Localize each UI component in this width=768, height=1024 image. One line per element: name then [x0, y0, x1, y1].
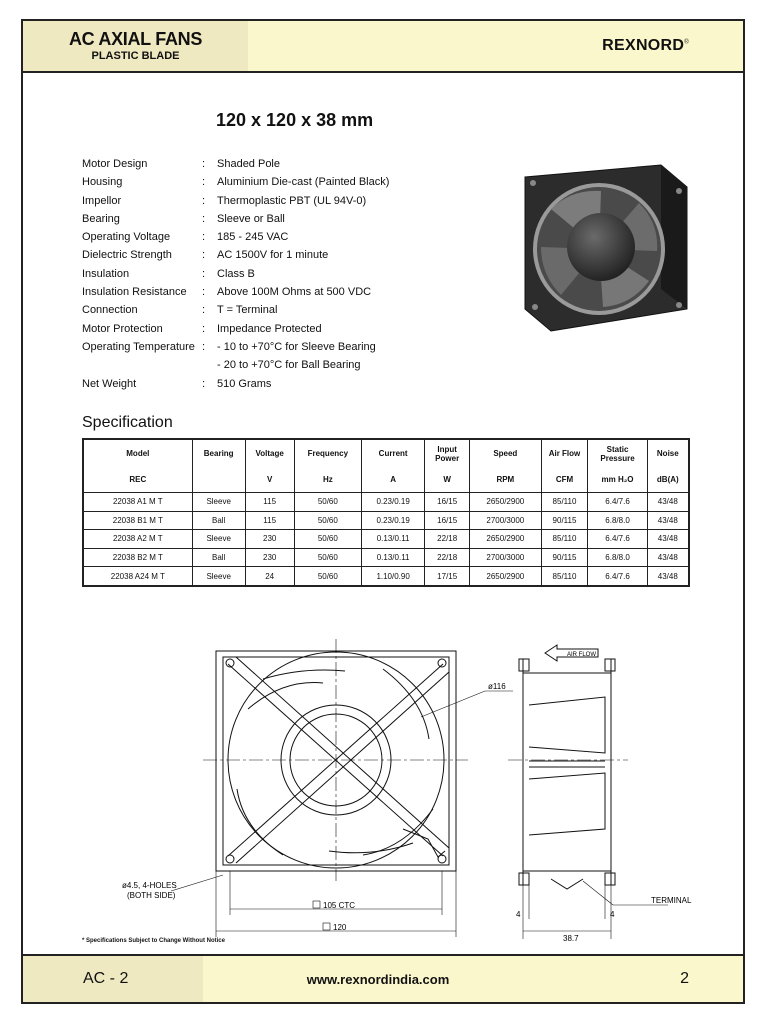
- table-cell: 230: [245, 548, 294, 567]
- table-cell: 115: [245, 493, 294, 512]
- unit-header: mm H₂O: [588, 467, 647, 493]
- table-cell: 2700/3000: [470, 548, 541, 567]
- specification-table: [82, 438, 690, 587]
- brand-mark: ®: [684, 39, 689, 46]
- column-header: Static Pressure: [588, 439, 647, 467]
- table-cell: 22038 B2 M T: [83, 548, 192, 567]
- unit-header: [192, 467, 245, 493]
- table-cell: 85/110: [541, 493, 588, 512]
- property-value: Impedance Protected: [217, 322, 322, 335]
- flange-label: 4: [516, 910, 521, 919]
- header-title-block: [23, 21, 248, 71]
- property-label: Housing: [82, 176, 123, 189]
- table-cell: 6.8/8.0: [588, 548, 647, 567]
- table-cell: 50/60: [294, 548, 361, 567]
- table-row: [83, 493, 689, 512]
- property-colon: :: [202, 322, 206, 335]
- table-cell: 0.13/0.11: [362, 548, 425, 567]
- table-cell: 43/48: [647, 511, 689, 530]
- property-colon: :: [202, 267, 206, 280]
- table-cell: 6.4/7.6: [588, 530, 647, 549]
- property-colon: :: [202, 212, 206, 225]
- page-number: 2: [680, 970, 689, 987]
- table-cell: 2650/2900: [470, 530, 541, 549]
- table-row: [83, 548, 689, 567]
- property-value: Shaded Pole: [217, 158, 280, 170]
- property-colon: :: [202, 158, 206, 170]
- property-label: Insulation: [82, 267, 130, 280]
- table-cell: 230: [245, 530, 294, 549]
- unit-header: V: [245, 467, 294, 493]
- unit-header: Hz: [294, 467, 361, 493]
- table-row: [83, 567, 689, 586]
- table-cell: 16/15: [425, 511, 470, 530]
- table-cell: 6.4/7.6: [588, 567, 647, 586]
- table-cell: Ball: [192, 548, 245, 567]
- column-header: Speed: [470, 439, 541, 467]
- table-cell: 0.23/0.19: [362, 493, 425, 512]
- property-label: Connection: [82, 304, 138, 317]
- table-cell: Sleeve: [192, 567, 245, 586]
- table-cell: 22/18: [425, 548, 470, 567]
- table-cell: 6.4/7.6: [588, 493, 647, 512]
- column-header: Current: [362, 439, 425, 467]
- table-cell: 2700/3000: [470, 511, 541, 530]
- table-cell: 22/18: [425, 530, 470, 549]
- page-footer: [23, 954, 743, 1002]
- column-header: Bearing: [192, 439, 245, 467]
- property-colon: :: [202, 176, 206, 189]
- table-cell: 43/48: [647, 530, 689, 549]
- property-colon: :: [202, 286, 206, 299]
- property-label: Bearing: [82, 212, 120, 225]
- property-value: T = Terminal: [217, 304, 278, 317]
- property-value: Above 100M Ohms at 500 VDC: [217, 286, 372, 299]
- table-cell: 0.23/0.19: [362, 511, 425, 530]
- property-value: AC 1500V for 1 minute: [217, 249, 329, 262]
- column-header: Input Power: [425, 439, 470, 467]
- footer-code: AC - 2: [83, 970, 129, 987]
- table-cell: 50/60: [294, 530, 361, 549]
- brand-logo: [602, 37, 689, 55]
- table-cell: 50/60: [294, 511, 361, 530]
- table-cell: 2650/2900: [470, 567, 541, 586]
- airflow-label: AIR FLOW: [567, 652, 597, 658]
- table-cell: 90/115: [541, 548, 588, 567]
- table-cell: 24: [245, 567, 294, 586]
- property-label: Motor Design: [82, 158, 148, 170]
- table-cell: 6.8/8.0: [588, 511, 647, 530]
- flange-label: 4: [610, 910, 615, 919]
- table-cell: 22038 B1 M T: [83, 511, 192, 530]
- specification-title: Specification: [82, 414, 173, 431]
- terminal-label: TERMINAL: [651, 896, 692, 905]
- property-value: 185 - 245 VAC: [217, 231, 289, 244]
- table-row: [83, 511, 689, 530]
- property-colon: :: [202, 377, 206, 390]
- header-subtitle: PLASTIC BLADE: [91, 50, 180, 62]
- table-units-row: [83, 467, 689, 493]
- brand-name: REXNORD: [602, 37, 685, 54]
- property-label: Net Weight: [82, 377, 137, 390]
- table-cell: 2650/2900: [470, 493, 541, 512]
- table-cell: 85/110: [541, 567, 588, 586]
- square-symbol: [313, 901, 320, 908]
- diameter-label: ø116: [488, 682, 506, 691]
- table-cell: 43/48: [647, 493, 689, 512]
- property-colon: :: [202, 231, 206, 244]
- unit-header: A: [362, 467, 425, 493]
- footnote: * Specifications Subject to Change Without Notice: [82, 938, 225, 944]
- table-header-row: [83, 439, 689, 467]
- property-label: Dielectric Strength: [82, 249, 172, 262]
- property-label: Operating Temperature: [82, 340, 195, 353]
- footer-url[interactable]: www.rexnordindia.com: [306, 972, 450, 987]
- table-cell: 115: [245, 511, 294, 530]
- table-cell: 50/60: [294, 493, 361, 512]
- table-cell: 85/110: [541, 530, 588, 549]
- table-cell: 22038 A24 M T: [83, 567, 192, 586]
- property-value: - 10 to +70°C for Sleeve Bearing: [217, 340, 376, 353]
- holes-sublabel: (BOTH SIDE): [127, 891, 176, 900]
- table-cell: 90/115: [541, 511, 588, 530]
- table-cell: Sleeve: [192, 493, 245, 512]
- column-header: Model: [83, 439, 192, 467]
- table-cell: 50/60: [294, 567, 361, 586]
- ctc-label: 105 CTC: [323, 901, 356, 910]
- property-colon: :: [202, 304, 206, 317]
- property-value: - 20 to +70°C for Ball Bearing: [217, 359, 361, 372]
- table-row: [83, 530, 689, 549]
- header-title: AC AXIAL FANS: [68, 29, 203, 49]
- holes-label: ø4.5, 4-HOLES: [122, 881, 177, 890]
- column-header: Frequency: [294, 439, 361, 467]
- table-cell: 16/15: [425, 493, 470, 512]
- property-colon: :: [202, 249, 206, 262]
- property-label: Operating Voltage: [82, 231, 171, 244]
- property-colon: :: [202, 340, 206, 353]
- property-label: Impellor: [82, 194, 122, 207]
- table-cell: 17/15: [425, 567, 470, 586]
- unit-header: dB(A): [647, 467, 689, 493]
- column-header: Voltage: [245, 439, 294, 467]
- footer-code-block: [23, 956, 203, 1002]
- page-frame: [21, 19, 745, 1004]
- fan-photo: [511, 159, 693, 335]
- unit-header: W: [425, 467, 470, 493]
- page-header: [23, 21, 743, 73]
- table-cell: 1.10/0.90: [362, 567, 425, 586]
- column-header: Noise: [647, 439, 689, 467]
- table-cell: Sleeve: [192, 530, 245, 549]
- property-value: Sleeve or Ball: [217, 212, 285, 225]
- property-value: Aluminium Die-cast (Painted Black): [217, 176, 390, 189]
- property-label: Motor Protection: [82, 322, 163, 335]
- table-cell: 22038 A1 M T: [83, 493, 192, 512]
- table-cell: 43/48: [647, 548, 689, 567]
- table-cell: Ball: [192, 511, 245, 530]
- table-cell: 43/48: [647, 567, 689, 586]
- square-symbol: [323, 923, 330, 930]
- unit-header: RPM: [470, 467, 541, 493]
- property-value: 510 Grams: [217, 377, 272, 390]
- table-cell: 22038 A2 M T: [83, 530, 192, 549]
- unit-header: REC: [83, 467, 192, 493]
- unit-header: CFM: [541, 467, 588, 493]
- table-cell: 0.13/0.11: [362, 530, 425, 549]
- width-label: 120: [333, 923, 347, 932]
- product-size-title: 120 x 120 x 38 mm: [216, 110, 374, 130]
- depth-label: 38.7: [563, 934, 579, 943]
- property-colon: :: [202, 194, 206, 207]
- property-value: Thermoplastic PBT (UL 94V-0): [217, 194, 367, 207]
- column-header: Air Flow: [541, 439, 588, 467]
- property-label: Insulation Resistance: [82, 286, 187, 299]
- property-value: Class B: [217, 267, 255, 280]
